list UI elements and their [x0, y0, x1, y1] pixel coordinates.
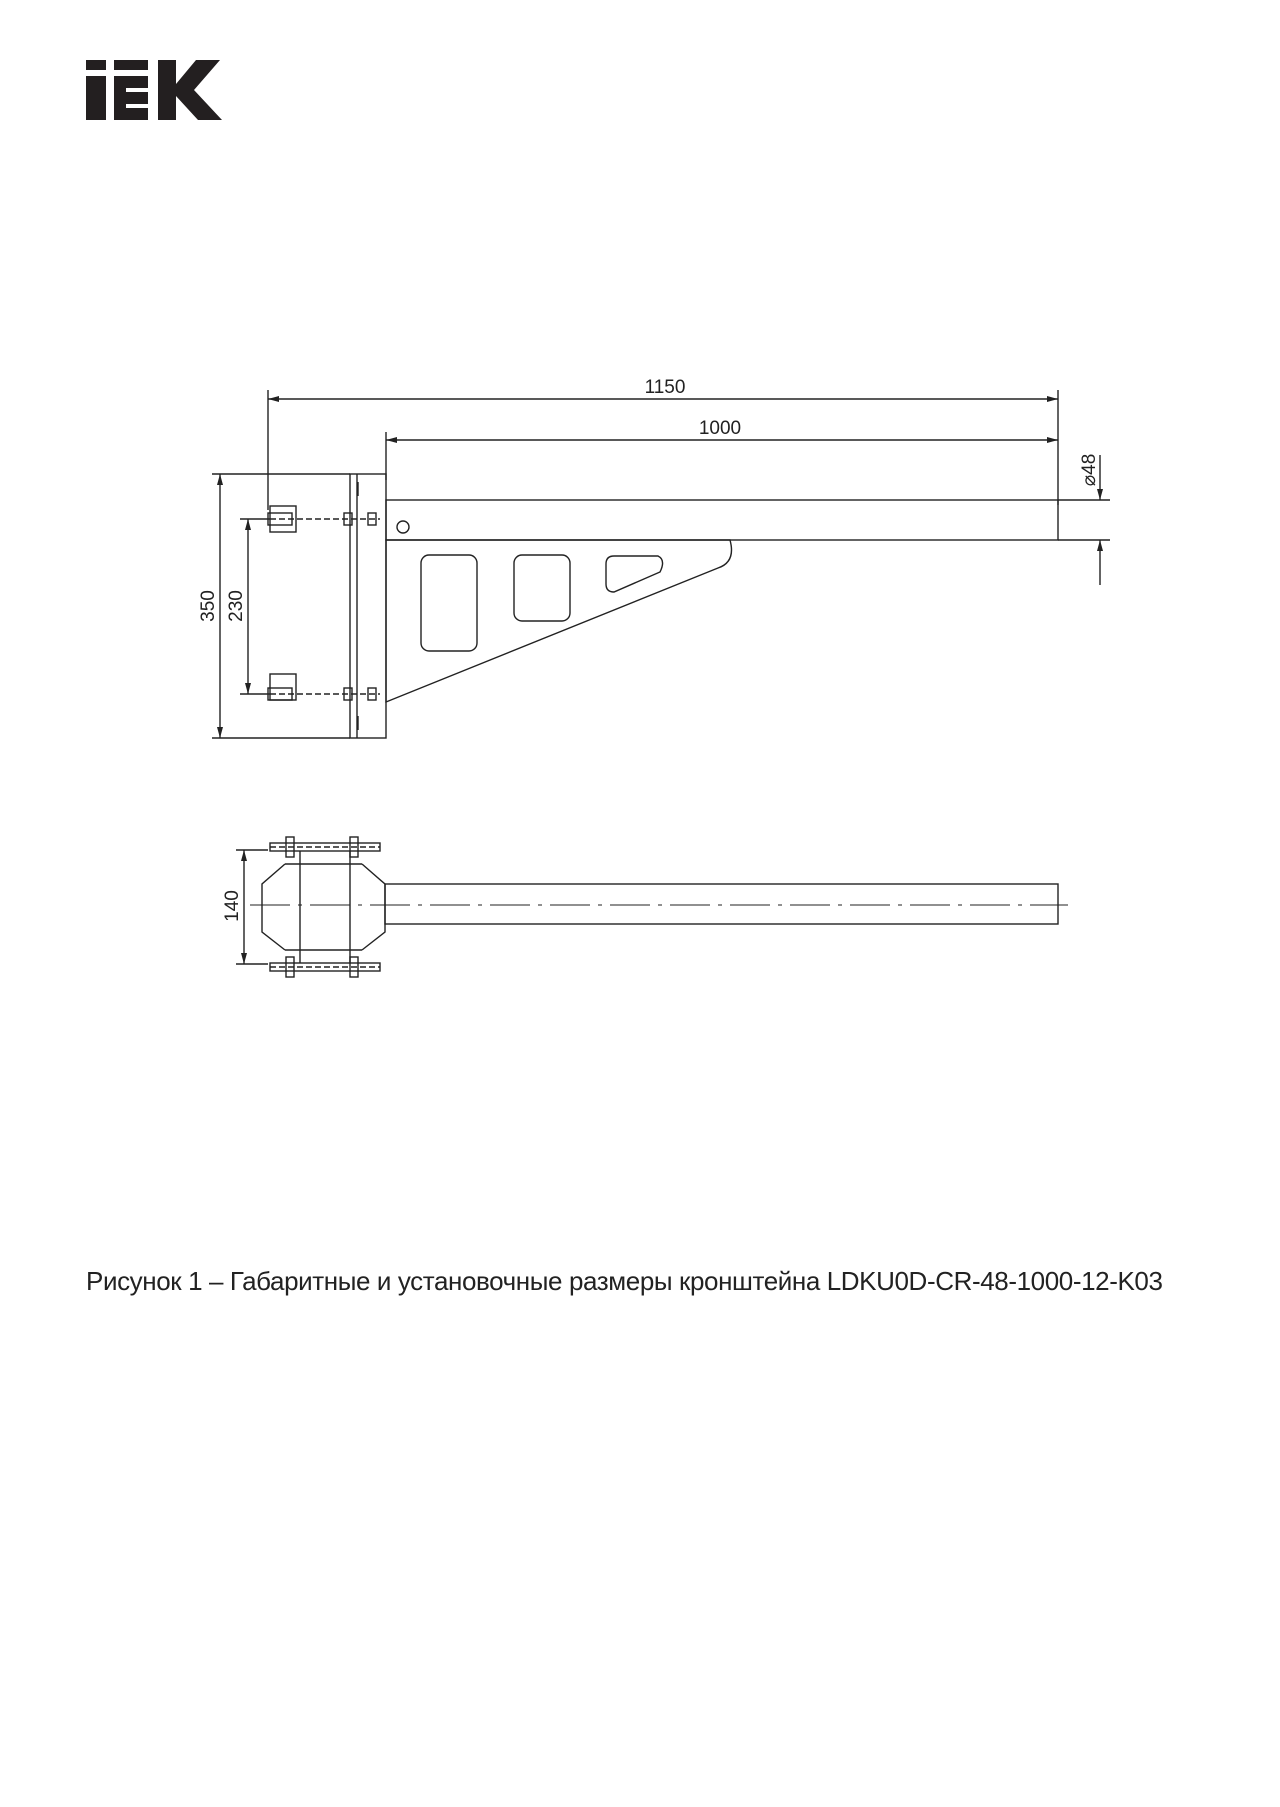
cutout-2: [514, 555, 570, 621]
dim-350-label: 350: [198, 590, 219, 622]
dim-1000-label: 1000: [698, 418, 742, 439]
dim-140-label: 140: [222, 890, 243, 922]
dim-1150-label: 1150: [644, 377, 686, 398]
arm-tube-plan: [385, 884, 1058, 924]
dim-d48-label: ⌀48: [1079, 453, 1100, 487]
dim-230-label: 230: [226, 590, 247, 622]
arm-tube: [386, 500, 1058, 540]
cutout-3: [606, 556, 663, 592]
clamp-body: [262, 864, 385, 950]
figure-caption: Рисунок 1 – Габаритные и установочные размеры кронштейна LDKU0D-CR-48-1000-12-K03: [86, 1266, 1163, 1296]
cutout-1: [421, 555, 477, 651]
